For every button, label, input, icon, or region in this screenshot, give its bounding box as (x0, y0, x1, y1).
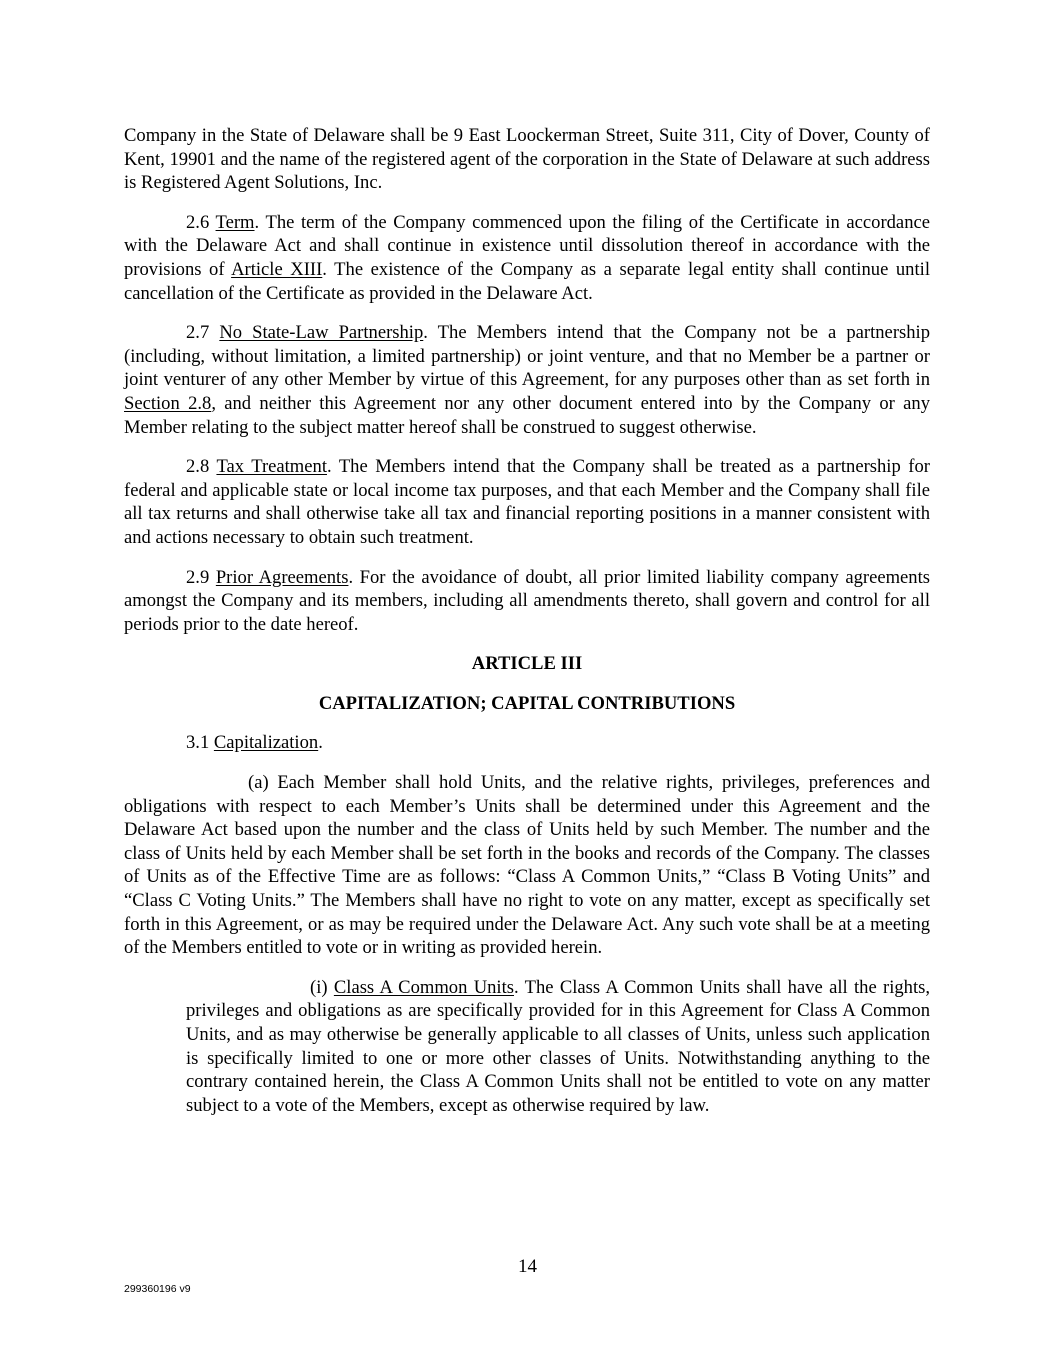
paragraph-text: . The Members intend that the Company not be a partnership (including, without limitation, a limited partnership) or joint venture, and that no Member be a partner or joint venturer of any other Member by virtue of this Agreement, for any purposes other than as set forth in (124, 322, 931, 391)
underlined-heading: No State-Law Partnership (219, 322, 424, 344)
paragraph-text: CAPITALIZATION; CAPITAL CONTRIBUTIONS (318, 692, 736, 714)
paragraph (124, 771, 930, 960)
section-heading (124, 692, 930, 716)
paragraph-text: . (318, 732, 323, 754)
paragraph (124, 455, 930, 549)
document-body (124, 124, 930, 1133)
paragraph-text: . The Class A Common Units shall have all the rights, privileges and obligations as are specifically provided for in this Agreement for Class A Common Units, and as may otherwise be generally applicable to all classes of Units, unless such application is specifically limited to one or more other classes of Units. Notwithstanding anything to the contrary contained herein, the Class A Common Units shall not be entitled to vote on any matter subject to a vote of the Members, except as otherwise required by law. (186, 976, 931, 1116)
paragraph-text: . The Members intend that the Company shall be treated as a partnership for federal and applicable state or local income tax purposes, and that each Member and the Company shall file all tax returns and shall otherwise take all tax and financial reporting positions in a manner consistent with and actions necessary to obtain such treatment. (124, 456, 930, 548)
paragraph-text: . For the avoidance of doubt, all prior limited liability company agreements amongst the Company and its members, including all amendments thereto, shall govern and control for all periods prior to the date hereof. (124, 566, 931, 635)
paragraph (124, 211, 930, 305)
underlined-heading: Section 2.8 (124, 392, 212, 414)
paragraph-text: . The existence of the Company as a separate legal entity shall continue until cancellation of the Certificate as provided in the Delaware Act. (124, 258, 930, 304)
paragraph (186, 976, 930, 1118)
paragraph (124, 731, 930, 755)
underlined-heading: Class A Common Units (333, 976, 514, 998)
paragraph-text: 2.8 (186, 456, 217, 478)
underlined-heading: Tax Treatment (216, 456, 327, 478)
underlined-heading: Capitalization (213, 732, 319, 754)
paragraph-text: 2.6 (186, 211, 216, 233)
paragraph (124, 124, 930, 195)
document-id: 299360196 v9 (124, 1283, 191, 1295)
paragraph-text: ARTICLE III (471, 653, 583, 675)
underlined-heading: Term (215, 211, 255, 233)
paragraph-text: Company in the State of Delaware shall be 9 East Loockerman Street, Suite 311, City of Dover, County of Kent, 19901 and the name of the registered agent of the corporation in the State of Delaware at such address is Registered Agent Solutions, Inc. (124, 125, 930, 194)
paragraph-text: 2.9 (186, 566, 216, 588)
paragraph-text: (i) (310, 976, 334, 998)
underlined-heading: Article XIII (231, 258, 323, 280)
paragraph (124, 566, 930, 637)
paragraph (124, 321, 930, 439)
paragraph-text: 2.7 (186, 322, 220, 344)
paragraph-text: . The term of the Company commenced upon the filing of the Certificate in accordance with the Delaware Act and shall continue in existence until dissolution thereof in accordance with the provisions of (124, 211, 930, 280)
paragraph-text: , and neither this Agreement nor any other document entered into by the Company or any Member relating to the subject matter hereof shall be construed to suggest otherwise. (124, 392, 930, 438)
page-number: 14 (518, 1256, 537, 1277)
underlined-heading: Prior Agreements (215, 566, 349, 588)
paragraph-text: (a) Each Member shall hold Units, and the relative rights, privileges, preferences and obligations with respect to each Member’s Units shall be determined under this Agreement and the Delaware Act based upon the number and the class of Units held by such Member. The number and the class of Units held by each Member shall be set forth in the books and records of the Company. The classes of Units as of the Effective Time are as follows: “Class A Common Units,” “Class B Voting Units” and “Class C Voting Units.” The Members shall have no right to vote on any matter, except as specifically set forth in this Agreement, or as may be required under the Delaware Act. Any such vote shall be at a meeting of the Members entitled to vote or in writing as provided herein. (124, 772, 930, 959)
paragraph-text: 3.1 (186, 732, 214, 754)
section-heading (124, 652, 930, 676)
